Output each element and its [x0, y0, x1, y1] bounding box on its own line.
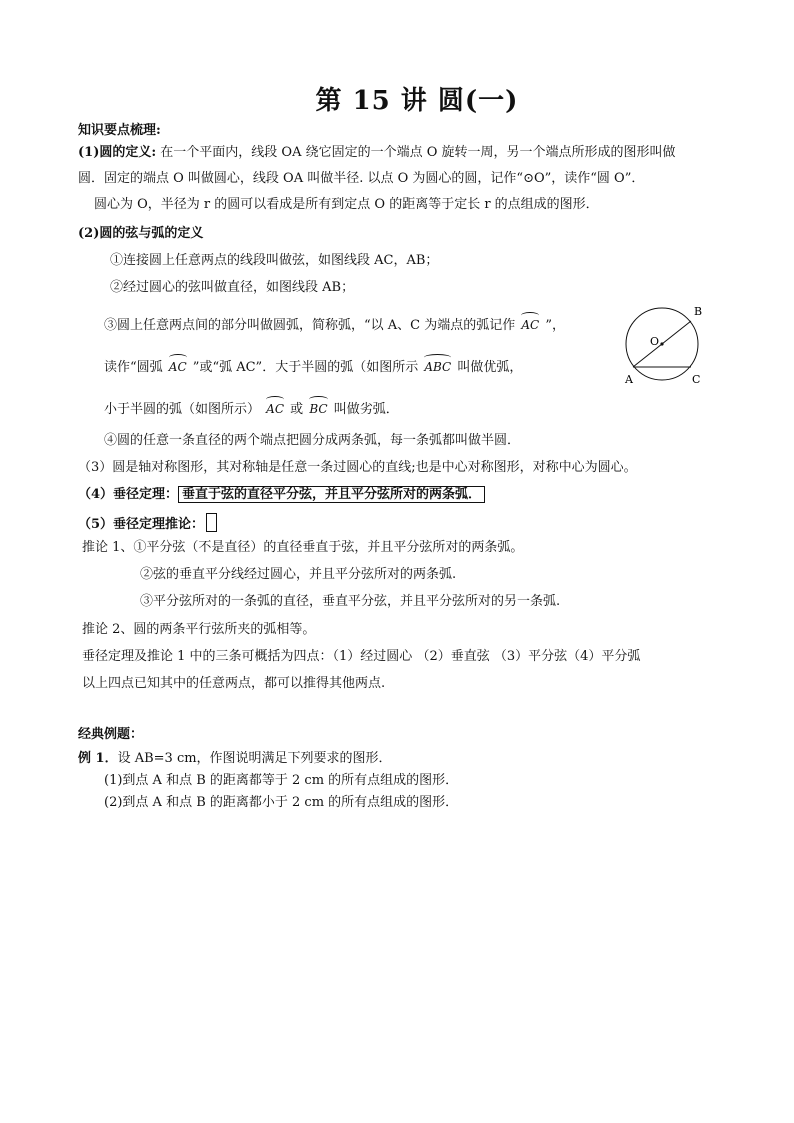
page-title: 第 15 讲 圆(一): [315, 86, 519, 116]
arc-item-3-major: ”或“弧 AC”．大于半圆的弧（如图所示: [192, 360, 419, 375]
center-point: [660, 342, 663, 345]
circle-definition-line-1: [78, 145, 676, 161]
arc-item-3-line-2: [104, 359, 522, 376]
circle-diagram: [616, 296, 716, 392]
label-b: B: [694, 305, 703, 318]
corollary-1-item-2: ②弦的垂直平分线经过圆心，并且平分弦所对的两条弧.: [140, 567, 457, 582]
circle-definition-label: (1)圆的定义:: [78, 145, 157, 160]
knowledge-heading: 知识要点梳理:: [78, 123, 161, 138]
chord-item-2: ②经过圆心的弦叫做直径，如图线段 AB；: [110, 280, 355, 295]
semicircle-item-4: ④圆的任意一条直径的两个端点把圆分成两条弧，每一条弧都叫做半圆．: [104, 433, 521, 448]
examples-heading: 经典例题：: [78, 727, 144, 742]
theorem-label: （4）垂径定理：: [78, 487, 179, 502]
arc-item-3-end-1: ”，: [545, 318, 566, 333]
arc-item-3-major-end: 叫做优弧，: [457, 360, 523, 375]
label-a: A: [625, 373, 633, 386]
corollary-1-item-3: ③平分弦所对的一条弧的直径，垂直平分弦，并且平分弦所对的另一条弧.: [140, 594, 561, 609]
arc-ac-symbol-2: AC: [168, 360, 187, 374]
circle-definition-text-1: 在一个平面内，线段 OA 绕它固定的一个端点 O 旋转一周，另一个端点所形成的图形叫做: [160, 145, 676, 160]
circle-definition-line-3: 圆心为 O，半径为 r 的圆可以看成是所有到定点 O 的距离等于定长 r 的点组成的图形．: [94, 197, 599, 212]
arc-item-3-text-1: ③圆上任意两点间的部分叫做圆弧，简称弧，“以 A、C 为端点的弧记作: [104, 318, 516, 333]
arc-item-3-or: 或: [290, 402, 304, 417]
arc-bc-symbol: BC: [309, 402, 328, 416]
corollary-label: （5）垂径定理推论：: [78, 517, 205, 532]
circle-definition-line-2: 圆．固定的端点 O 叫做圆心，线段 OA 叫做半径. 以点 O 为圆心的圆，记作“⊙O”，读作“圆 O”．: [78, 171, 645, 186]
arc-ac-symbol-3: AC: [266, 402, 285, 416]
chord-arc-heading: (2)圆的弦与弧的定义: [78, 226, 204, 241]
chord-item-1: ①连接圆上任意两点的线段叫做弦，如图线段 AC，AB；: [110, 253, 439, 268]
label-o: O: [650, 335, 660, 348]
two-points-summary: 以上四点已知其中的任意两点，都可以推得其他两点.: [82, 676, 386, 691]
empty-box: [206, 513, 217, 532]
arc-abc-symbol: ABC: [424, 360, 452, 374]
label-c: C: [692, 373, 701, 386]
arc-item-3-line-1: [104, 317, 565, 334]
four-points-summary: 垂径定理及推论 1 中的三条可概括为四点：（1）经过圆心 （2）垂直弦 （3）平分弦（4）平分弧: [82, 649, 641, 664]
example-1-text: 设 AB=3 cm，作图说明满足下列要求的图形．: [117, 751, 392, 766]
example-1: [78, 751, 392, 767]
corollary-2: 推论 2、圆的两条平行弦所夹的弧相等。: [82, 622, 316, 637]
arc-item-3-read-as: 读作“圆弧: [104, 360, 163, 375]
example-1-question-2: (2)到点 A 和点 B 的距离都小于 2 cm 的所有点组成的图形．: [104, 795, 459, 810]
arc-item-3-minor: 小于半圆的弧（如图所示）: [104, 402, 261, 417]
theorem-corollary-heading: [78, 513, 217, 533]
example-1-label: 例 1．: [78, 751, 118, 766]
example-1-question-1: (1)到点 A 和点 B 的距离都等于 2 cm 的所有点组成的图形．: [104, 773, 459, 788]
perpendicular-theorem: [78, 487, 485, 503]
arc-ac-symbol: AC: [521, 318, 540, 332]
theorem-statement: 垂直于弦的直径平分弦，并且平分弦所对的两条弧．: [178, 486, 485, 503]
corollary-1: 推论 1、①平分弦（不是直径）的直径垂直于弦，并且平分弦所对的两条弧。: [82, 540, 524, 555]
symmetry-paragraph: （3）圆是轴对称图形，其对称轴是任意一条过圆心的直线;也是中心对称图形，对称中心为圆心。: [78, 460, 637, 475]
arc-item-3-line-3: [104, 401, 399, 418]
arc-item-3-minor-end: 叫做劣弧．: [333, 402, 399, 417]
